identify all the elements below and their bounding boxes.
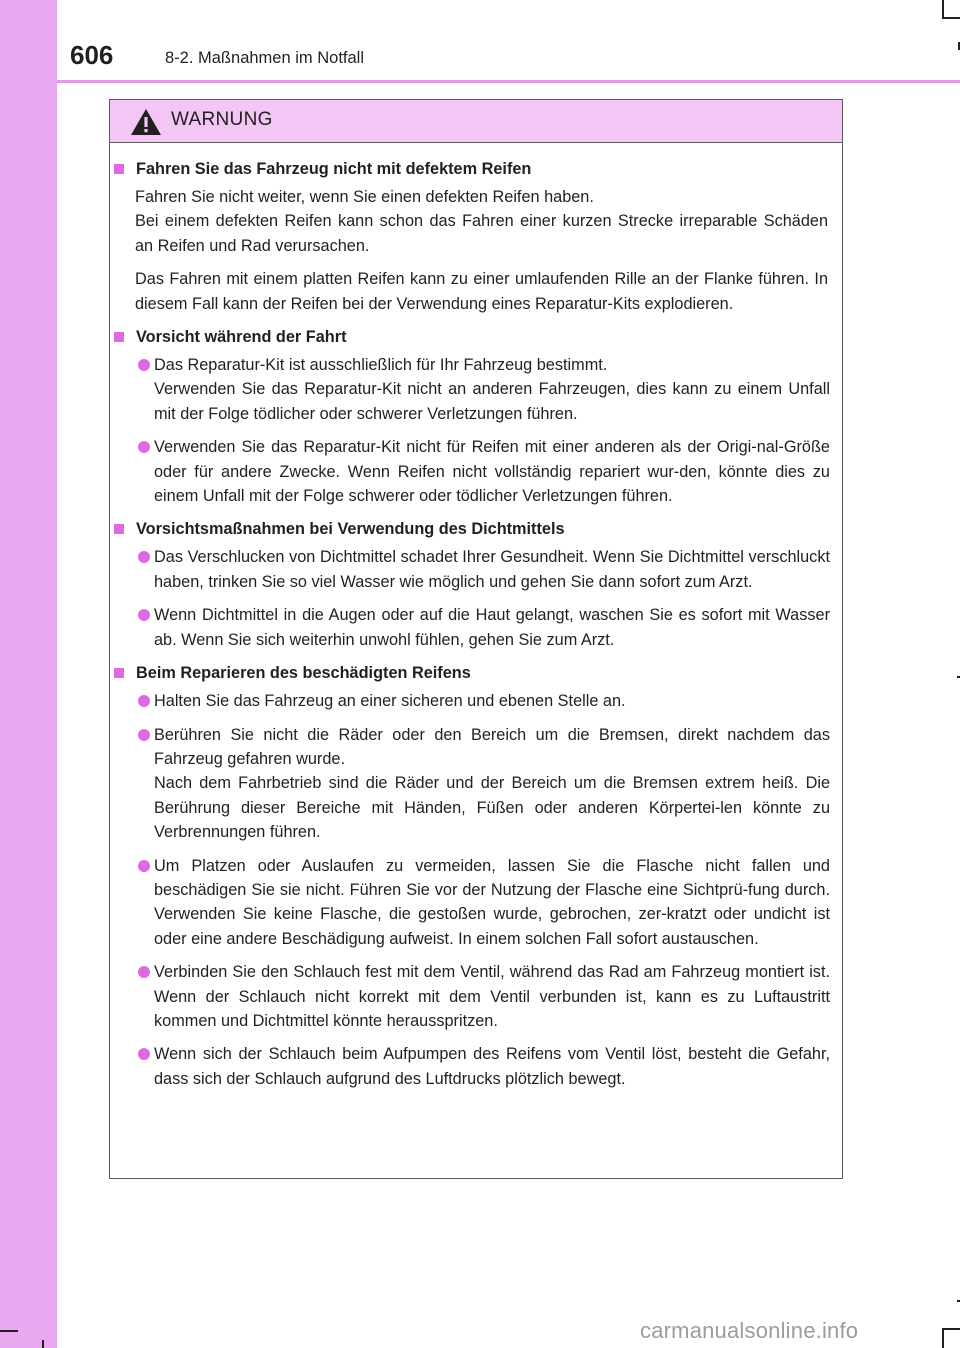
round-bullet-icon [138, 359, 150, 371]
list-item: Um Platzen oder Auslaufen zu vermeiden, lassen Sie die Flasche nicht fallen und beschädigen Sie sie nicht. Führen Sie vor der Nutzung der Flasche eine Sichtprü-fung durch. Verwenden Sie keine Flasche, die gestoßen wurde, gebrochen, zer-kratzt oder undicht ist oder eine andere Beschädigung aufweist. In einem solchen Fall sofort austauschen. [110, 854, 836, 952]
section-title: 8-2. Maßnahmen im Notfall [165, 49, 364, 67]
round-bullet-icon [138, 609, 150, 621]
list-item: Das Reparatur-Kit ist ausschließlich für Ihr Fahrzeug bestimmt. Verwenden Sie das Reparatur-Kit nicht an anderen Fahrzeugen, dies kann zu einem Unfall mit der Folge tödlicher oder schwerer Verletzungen führen. [110, 353, 836, 426]
side-tab-strip [0, 0, 57, 1348]
square-bullet-icon [114, 668, 124, 678]
list-item: Wenn sich der Schlauch beim Aufpumpen des Reifens vom Ventil löst, besteht die Gefahr, dass sich der Schlauch aufgrund des Luftdrucks plötzlich bewegt. [110, 1042, 836, 1091]
round-bullet-icon [138, 695, 150, 707]
round-bullet-icon [138, 1048, 150, 1060]
round-bullet-icon [138, 551, 150, 563]
paragraph: Das Fahren mit einem platten Reifen kann zu einer umlaufenden Rille an der Flanke führen. In diesem Fall kann der Reifen bei der Verwendung eines Reparatur-Kits explodieren. [135, 270, 828, 313]
crop-mark [42, 1340, 44, 1348]
list-item: Verwenden Sie das Reparatur-Kit nicht für Reifen mit einer anderen als der Origi-nal-Größe oder für andere Zwecke. Wenn Reifen nicht vollständig repariert wur-den, könnte dies zu einem Unfall mit der Folge schwerer oder tödlicher Verletzungen führen. [110, 435, 836, 508]
warning-title: WARNUNG [171, 109, 273, 130]
round-bullet-icon [138, 966, 150, 978]
watermark: carmanualsonline.info [640, 1318, 859, 1343]
section-heading: Vorsicht während der Fahrt [110, 325, 836, 349]
list-item: Das Verschlucken von Dichtmittel schadet Ihrer Gesundheit. Wenn Sie Dichtmittel verschluckt haben, trinken Sie so viel Wasser wie möglich und gehen Sie dann sofort zum Arzt. [110, 545, 836, 594]
section-heading: Fahren Sie das Fahrzeug nicht mit defektem Reifen [110, 157, 836, 181]
list-item: Wenn Dichtmittel in die Augen oder auf die Haut gelangt, waschen Sie es sofort mit Wasser ab. Wenn Sie sich weiterhin unwohl fühlen, gehen Sie zum Arzt. [110, 603, 836, 652]
list-item: Verbinden Sie den Schlauch fest mit dem Ventil, während das Rad am Fahrzeug montiert ist. Wenn der Schlauch nicht korrekt mit dem Ventil verbunden ist, kann es zu Luftaustritt kommen und Dichtmittel könnte herausspritzen. [110, 960, 836, 1033]
paragraph: Fahren Sie nicht weiter, wenn Sie einen defekten Reifen haben. Bei einem defekten Reifen kann schon das Fahren einer kurzen Strecke irreparable Schäden an Reifen und Rad verursachen. [135, 188, 828, 255]
warning-box [109, 99, 843, 1179]
warning-body [110, 143, 842, 1091]
crop-mark [942, 0, 944, 18]
round-bullet-icon [138, 441, 150, 453]
list-item: Berühren Sie nicht die Räder oder den Bereich um die Bremsen, direkt nachdem das Fahrzeug gefahren wurde. Nach dem Fahrbetrieb sind die Räder und der Bereich um die Bremsen extrem heiß. Die Berührung dieser Bereiche mit Händen, Füßen oder anderen Körpertei-len könnte zu Verbrennungen führen. [110, 723, 836, 845]
warning-header [110, 100, 842, 143]
round-bullet-icon [138, 860, 150, 872]
section-heading: Vorsichtsmaßnahmen bei Verwendung des Dichtmittels [110, 517, 836, 541]
crop-mark [942, 17, 960, 19]
page-number: 606 [70, 40, 114, 70]
list-item: Halten Sie das Fahrzeug an einer sicheren und ebenen Stelle an. [110, 689, 836, 713]
round-bullet-icon [138, 729, 150, 741]
warning-triangle-icon [130, 108, 162, 136]
crop-mark [942, 1328, 944, 1348]
section-heading: Beim Reparieren des beschädigten Reifens [110, 661, 836, 685]
square-bullet-icon [114, 524, 124, 534]
square-bullet-icon [114, 164, 124, 174]
crop-mark [0, 1330, 18, 1332]
header-rule [57, 80, 960, 83]
crop-mark [942, 1328, 960, 1330]
square-bullet-icon [114, 332, 124, 342]
